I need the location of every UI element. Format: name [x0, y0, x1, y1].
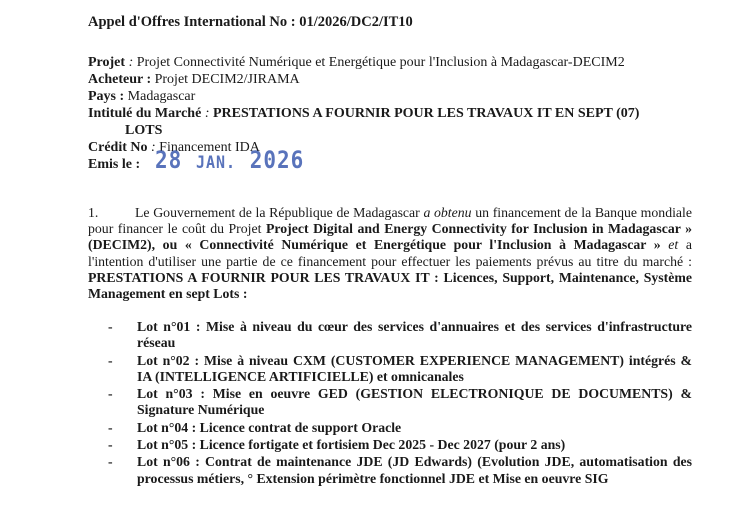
- paragraph-number: 1.: [88, 205, 99, 220]
- stamp-month: JAN.: [195, 151, 237, 173]
- tender-number: Appel d'Offres International No : 01/2026/DC2/IT10: [88, 14, 413, 30]
- bullet-dash: -: [108, 352, 113, 368]
- lot-item: [88, 319, 692, 352]
- lot-text: Lot n°02 : Mise à niveau CXM (CUSTOMER EXPERIENCE MANAGEMENT) intégrés & IA (INTELLIGENCE ARTIFICIELLE) et omnicanales: [137, 352, 692, 384]
- lot-list: [88, 319, 692, 488]
- project-value: Projet Connectivité Numérique et Energétique pour l'Inclusion à Madagascar-DECIM2: [136, 55, 625, 70]
- contract-title-value: PRESTATIONS A FOURNIR POUR LES TRAVAUX IT EN SEPT (07): [212, 106, 640, 121]
- bullet-dash: -: [108, 386, 113, 402]
- contract-title-sep: :: [201, 106, 213, 121]
- contract-title-continuation: LOTS: [125, 123, 163, 138]
- buyer-value: Projet DECIM2/JIRAMA: [154, 72, 300, 87]
- project-sep: :: [125, 55, 137, 70]
- paragraph-1: [88, 205, 692, 302]
- bullet-dash: -: [108, 319, 113, 334]
- paragraph-project-name: Project Digital and Energy Connectivity for Inclusion in Madagascar » (DECIM2), ou « Connectivité Numérique et Energétique pour l'Inclusion à Madagascar »: [88, 221, 692, 253]
- contract-title-line: [88, 105, 698, 139]
- bullet-dash: -: [108, 419, 113, 435]
- project-line: [88, 54, 625, 71]
- lot-text: Lot n°01 : Mise à niveau du cœur des services d'annuaires et des services d'infrastructure réseau: [137, 319, 692, 351]
- stamp-day: 28: [155, 146, 183, 174]
- country-label: Pays :: [88, 89, 128, 104]
- lot-text: Lot n°03 : Mise en oeuvre GED (GESTION ELECTRONIQUE DE DOCUMENTS) & Signature Numérique: [137, 386, 692, 418]
- contract-title-label: Intitulé du Marché: [88, 106, 202, 121]
- paragraph-text-6: a l'intention d'utiliser une partie de ce financement pour effectuer les paiements prévus au titre du marché :: [88, 237, 693, 269]
- issued-line: [88, 156, 140, 173]
- lot-text: Lot n°06 : Contrat de maintenance JDE (JD Edwards) (Evolution JDE, automatisation des processus métiers, ° Extension périmètre fonctionnel JDE et Mise en oeuvre SIG: [137, 454, 692, 486]
- stamp-year: 2026: [249, 146, 305, 174]
- bullet-dash: -: [108, 454, 113, 470]
- lot-item: [88, 386, 692, 419]
- lot-text: Lot n°05 : Licence fortigate et fortisiem Dec 2025 - Dec 2027 (pour 2 ans): [137, 437, 566, 453]
- country-line: [88, 88, 195, 105]
- paragraph-contract-name: PRESTATIONS A FOURNIR POUR LES TRAVAUX IT : Licences, Support, Maintenance, Système Management en sept Lots :: [88, 269, 692, 302]
- credit-sep: :: [147, 140, 160, 155]
- country-value: Madagascar: [127, 89, 196, 104]
- lot-item: [88, 437, 692, 453]
- credit-value: Financement IDA: [159, 140, 260, 155]
- lot-item: [88, 420, 692, 436]
- bullet-dash: -: [108, 437, 113, 453]
- paragraph-text-1: Le Gouvernement de la République de Madagascar: [135, 205, 424, 220]
- buyer-label: Acheteur :: [88, 72, 155, 87]
- paragraph-text-5: et: [660, 237, 679, 253]
- project-label: Projet: [88, 55, 126, 70]
- buyer-line: [88, 71, 300, 88]
- lot-text: Lot n°04 : Licence contrat de support Oracle: [137, 419, 402, 435]
- lot-item: [88, 353, 692, 386]
- date-stamp: [155, 146, 304, 174]
- paragraph-text-2: a obtenu: [423, 205, 472, 220]
- issued-label: Emis le :: [88, 157, 141, 172]
- lot-item: [88, 454, 692, 487]
- credit-label: Crédit No: [88, 140, 148, 155]
- paragraph-text-3: un financement de la Banque mondiale pour financer le coût du Projet: [88, 205, 693, 237]
